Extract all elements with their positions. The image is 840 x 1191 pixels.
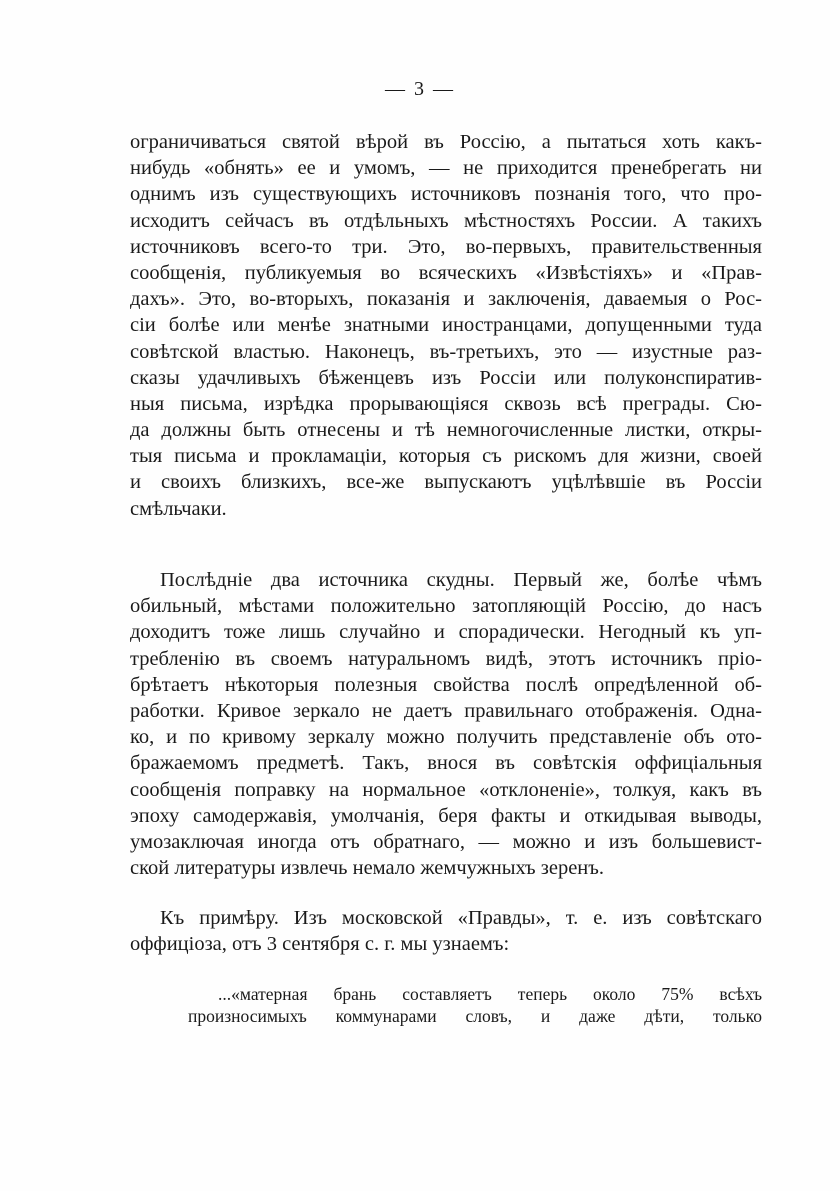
paragraph-line: работки. Кривое зеркало не даетъ правильнаго отображенія. Одна- bbox=[130, 699, 762, 722]
paragraph-line: сіи болѣе или менѣе знатными иностранцами, допущенными туда bbox=[130, 314, 762, 337]
paragraph-line: требленію въ своемъ натуральномъ видѣ, этотъ источникъ прio- bbox=[130, 647, 762, 670]
paragraph-line: источниковъ всего-то три. Это, во-первыхъ, правительственныя bbox=[130, 235, 762, 258]
paragraph-line: сообщенія, публикуемыя во всяческихъ «Извѣстіяхъ» и «Прав- bbox=[130, 261, 762, 284]
paragraph-line: Къ примѣру. Изъ московской «Правды», т. е. изъ совѣтскаго bbox=[160, 907, 762, 929]
paragraph-line: ограничиваться святой вѣрой въ Россію, а пытаться хоть какъ- bbox=[130, 131, 762, 153]
paragraph-line: нибудь «обнять» ее и умомъ, — не приходится пренебрегать ни bbox=[130, 157, 762, 180]
paragraph-line: смѣльчаки. bbox=[130, 497, 227, 520]
paragraph-line: брѣтаетъ нѣкоторыя полезныя свойства послѣ опредѣленной об- bbox=[130, 673, 762, 696]
paragraph-line: оффиціоза, отъ 3 сентября с. г. мы узнаемъ: bbox=[130, 933, 510, 956]
paragraph-line: тыя письма и прокламаціи, которыя съ рискомъ для жизни, своей bbox=[130, 445, 762, 468]
paragraph-line: Послѣдніе два источника скудны. Первый же, болѣе чѣмъ bbox=[160, 569, 762, 591]
paragraph-1 bbox=[130, 129, 762, 522]
quote-line: произносимыхъ коммунарами словъ, и даже дѣти, только bbox=[188, 1006, 762, 1026]
paragraph-2 bbox=[130, 567, 762, 881]
paragraph-line: ской литературы извлечь немало жемчужныхъ зеренъ. bbox=[130, 857, 604, 880]
paragraph-line: и своихъ близкихъ, все-же выпускаютъ уцѣлѣвшіе въ Россіи bbox=[130, 471, 762, 494]
block-quote bbox=[188, 983, 762, 1027]
paragraph-line: доходитъ тоже лишь случайно и спорадически. Негодный къ уп- bbox=[130, 621, 762, 644]
paragraph-line: обильный, мѣстами положительно затопляющій Россію, до насъ bbox=[130, 595, 762, 618]
paragraph-3 bbox=[130, 905, 762, 957]
page-number: — 3 — bbox=[385, 78, 455, 100]
paragraph-line: сообщенія поправку на нормальное «отклоненіе», толкуя, какъ въ bbox=[130, 778, 762, 801]
paragraph-line: совѣтской властью. Наконецъ, въ-третьихъ, это — изустные раз- bbox=[130, 340, 762, 363]
paragraph-line: да должны быть отнесены и тѣ немногочисленные листки, откры- bbox=[130, 419, 762, 442]
paragraph-line: бражаемомъ предметѣ. Такъ, внося въ совѣтскія оффиціальныя bbox=[130, 752, 762, 775]
quote-line: ...«матерная брань составляетъ теперь около 75% всѣхъ bbox=[218, 984, 762, 1004]
paragraph-line: эпоху самодержавія, умолчанія, беря факты и откидывая выводы, bbox=[130, 804, 762, 827]
paragraph-line: умозаключая иногда отъ обратнаго, — можно и изъ большевист- bbox=[130, 830, 762, 853]
paragraph-line: ко, и по кривому зеркалу можно получить представленіе объ ото- bbox=[130, 726, 762, 749]
paragraph-line: исходитъ сейчасъ въ отдѣльныхъ мѣстностяхъ России. А такихъ bbox=[130, 209, 762, 232]
paragraph-line: сказы удачливыхъ бѣженцевъ изъ Россіи или полуконспиратив- bbox=[130, 366, 762, 389]
paragraph-line: ныя письма, изрѣдка прорывающіяся сквозь всѣ преграды. Сю- bbox=[130, 392, 762, 415]
paragraph-line: дахъ». Это, во-вторыхъ, показанія и заключенія, даваемыя о Рос- bbox=[130, 288, 762, 311]
paragraph-line: однимъ изъ существующихъ источниковъ познанія того, что про- bbox=[130, 183, 762, 206]
